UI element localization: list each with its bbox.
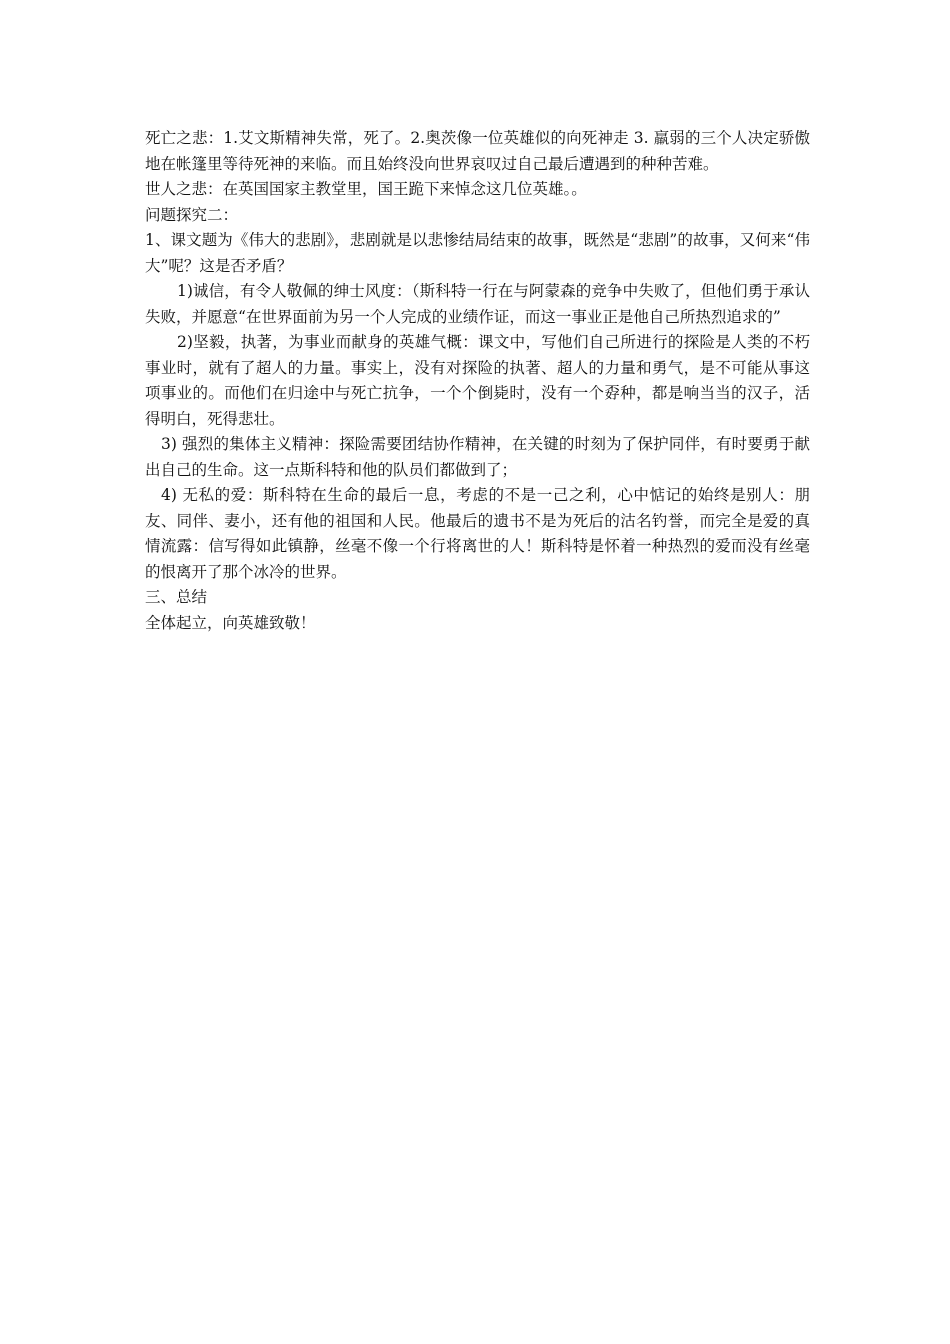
answer-point-1: 1)诚信，有令人敬佩的绅士风度：（斯科特一行在与阿蒙森的竞争中失败了，但他们勇于承认失败，并愿意“在世界面前为另一个人完成的业绩作证，而这一事业正是他自己所热烈追求的” <box>145 282 810 326</box>
closing-line: 全体起立，向英雄致敬！ <box>145 613 316 632</box>
answer-point-3: 3) 强烈的集体主义精神：探险需要团结协作精神，在关键的时刻为了保护同伴，有时要勇于献出自己的生命。这一点斯科特和他的队员们都做到了； <box>145 435 810 479</box>
paragraph-world-sorrow: 世人之悲：在英国国家主教堂里，国王跪下来悼念这几位英雄。。 <box>145 180 587 198</box>
document-body <box>145 126 810 636</box>
answer-point-2: 2)坚毅，执著，为事业而献身的英雄气概：课文中，写他们自己所进行的探险是人类的不朽事业时，就有了超人的力量。事实上，没有对探险的执著、超人的力量和勇气，是不可能从事这项事业的。而他们在归途中与死亡抗争，一个个倒毙时，没有一个孬种，都是响当当的汉子，活得明白，死得悲壮。 <box>145 333 810 428</box>
answer-point-4: 4) 无私的爱：斯科特在生命的最后一息，考虑的不是一己之利，心中惦记的始终是别人：朋友、同伴、妻小，还有他的祖国和人民。他最后的遗书不是为死后的沽名钓誉，而完全是爱的真情流露：信写得如此镇静，丝毫不像一个行将离世的人！斯科特是怀着一种热烈的爱而没有丝毫的恨离开了那个冰冷的世界。 <box>145 486 810 581</box>
section-heading-inquiry-two: 问题探究二： <box>145 205 239 224</box>
question-one: 1、课文题为《伟大的悲剧》，悲剧就是以悲惨结局结束的故事，既然是“悲剧”的故事，又何来“伟大”呢？这是否矛盾？ <box>145 231 810 275</box>
paragraph-death-sorrow: 死亡之悲：1.艾文斯精神失常，死了。2.奥茨像一位英雄似的向死神走 3. 羸弱的三个人决定骄傲地在帐篷里等待死神的来临。而且始终没向世界哀叹过自己最后遭遇到的种种苦难。 <box>145 129 810 173</box>
section-heading-summary: 三、总结 <box>145 588 208 606</box>
